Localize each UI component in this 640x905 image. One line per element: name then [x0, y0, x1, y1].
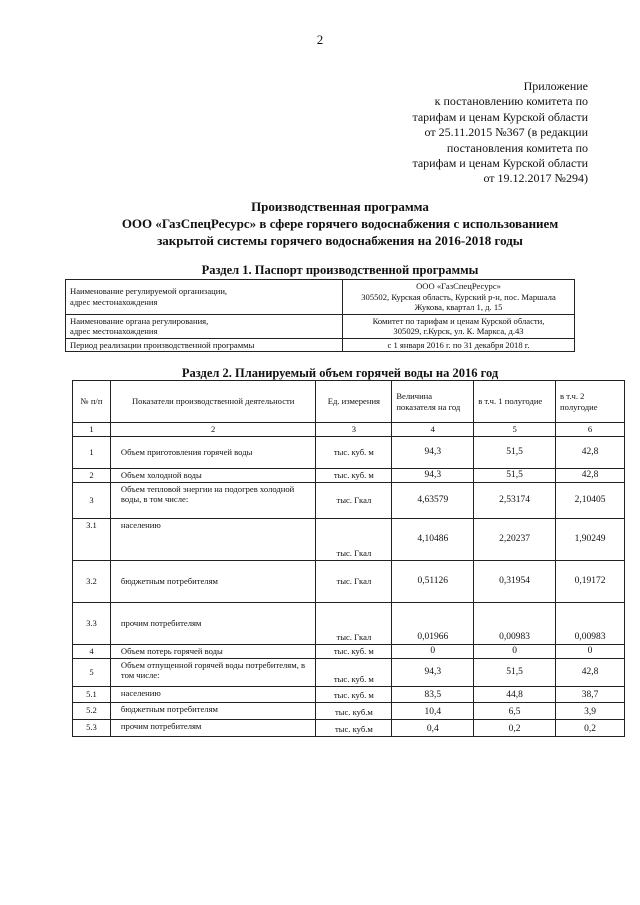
column-number: 6 [556, 423, 625, 437]
row-unit: тыс. куб. м [316, 468, 392, 482]
appendix-line: от 25.11.2015 №367 (в редакции [424, 125, 588, 140]
table-row [73, 702, 625, 719]
passport-label [66, 280, 343, 315]
appendix-line: от 19.12.2017 №294) [483, 171, 588, 186]
row-number: 5.2 [73, 702, 111, 719]
row-name: Объем приготовления горячей воды [110, 436, 316, 468]
row-unit: тыс. куб. м [316, 686, 392, 702]
row-number: 1 [73, 436, 111, 468]
row-unit: тыс. куб. м [316, 436, 392, 468]
row-h2-value: 42,8 [556, 436, 625, 468]
row-name: населению [110, 518, 316, 560]
row-name: Объем тепловой энергии на подогрев холодной воды, в том числе: [110, 482, 316, 518]
row-year-value: 0,01966 [392, 602, 474, 644]
plan-table [72, 380, 625, 737]
table-row [73, 686, 625, 702]
title-line: закрытой системы горячего водоснабжения на 2016-2018 годы [157, 233, 523, 248]
row-unit: тыс. Гкал [316, 602, 392, 644]
appendix-line: тарифам и ценам Курской области [412, 156, 588, 171]
text-line: Комитет по тарифам и ценам Курской области, [372, 315, 545, 326]
title-line: ООО «ГазСпецРесурс» в сфере горячего водоснабжения с использованием [121, 216, 559, 231]
row-h1-value: 0 [474, 644, 556, 658]
row-number: 3.2 [73, 560, 111, 602]
passport-table [65, 279, 575, 352]
table-row [73, 560, 625, 602]
table-row [73, 482, 625, 518]
appendix-line: к постановлению комитета по [434, 94, 588, 109]
row-h2-value: 0,19172 [556, 560, 625, 602]
row-number: 3.1 [73, 518, 111, 560]
text-line: 305029, г.Курск, ул. К. Маркса, д.43 [393, 326, 524, 336]
row-unit: тыс. куб. м [316, 658, 392, 686]
appendix-block [352, 79, 588, 187]
text-line: Жукова, квартал 1, д. 15 [414, 302, 503, 312]
row-year-value: 4,10486 [392, 518, 474, 560]
header-cell: Ед. измерения [316, 381, 392, 423]
row-h1-value: 51,5 [474, 658, 556, 686]
row-name: Объем отпущенной горячей воды потребителям, в том числе: [110, 658, 316, 686]
row-unit: тыс. Гкал [316, 560, 392, 602]
row-year-value: 0,51126 [392, 560, 474, 602]
row-number: 5 [73, 658, 111, 686]
row-h1-value: 0,31954 [474, 560, 556, 602]
table-row [66, 314, 575, 338]
text-line: Период реализации производственной программы [70, 339, 255, 350]
row-year-value: 94,3 [392, 468, 474, 482]
row-name: прочим потребителям [110, 602, 316, 644]
table-row [73, 658, 625, 686]
row-h1-value: 2,53174 [474, 482, 556, 518]
column-number: 1 [73, 423, 111, 437]
row-number: 4 [73, 644, 111, 658]
table-row [73, 436, 625, 468]
row-h1-value: 44,8 [474, 686, 556, 702]
row-h2-value: 42,8 [556, 468, 625, 482]
table-row [66, 280, 575, 315]
text-line: адрес местонахождения [70, 296, 158, 307]
row-h2-value: 0 [556, 644, 625, 658]
row-name: населению [110, 686, 316, 702]
header-cell: Показатели производственной деятельности [110, 381, 316, 423]
text-line: с 1 января 2016 г. по 31 декабря 2018 г. [387, 339, 530, 350]
row-year-value: 4,63579 [392, 482, 474, 518]
header-cell: № п/п [73, 381, 111, 423]
row-h1-value: 51,5 [474, 436, 556, 468]
row-h2-value: 0,00983 [556, 602, 625, 644]
row-unit: тыс. куб.м [316, 719, 392, 736]
table-header-row [73, 381, 625, 423]
document-title [60, 198, 620, 249]
text-line: Наименование органа регулирования, [70, 315, 209, 326]
header-cell: в т.ч. 1 полугодие [474, 381, 556, 423]
table-row [73, 719, 625, 736]
table-row [73, 644, 625, 658]
row-number: 5.1 [73, 686, 111, 702]
row-unit: тыс. куб. м [316, 644, 392, 658]
passport-label [66, 314, 343, 338]
table-row [73, 602, 625, 644]
row-name: Объем холодной воды [110, 468, 316, 482]
row-name: Объем потерь горячей воды [110, 644, 316, 658]
row-year-value: 94,3 [392, 436, 474, 468]
row-name: бюджетным потребителям [110, 702, 316, 719]
row-year-value: 83,5 [392, 686, 474, 702]
passport-label [66, 338, 343, 352]
column-number-row [73, 423, 625, 437]
row-year-value: 10,4 [392, 702, 474, 719]
row-h1-value: 6,5 [474, 702, 556, 719]
row-year-value: 0 [392, 644, 474, 658]
passport-value [343, 338, 575, 352]
row-unit: тыс. Гкал [316, 482, 392, 518]
text-line: 305502, Курская область, Курский р-н, пос. Маршала [361, 291, 556, 302]
column-number: 2 [110, 423, 316, 437]
text-line: Наименование регулируемой организации, [70, 286, 228, 297]
header-cell: в т.ч. 2 полугодие [556, 381, 625, 423]
row-h1-value: 2,20237 [474, 518, 556, 560]
row-number: 5.3 [73, 719, 111, 736]
row-year-value: 94,3 [392, 658, 474, 686]
row-unit: тыс. Гкал [316, 518, 392, 560]
row-name: прочим потребителям [110, 719, 316, 736]
row-h1-value: 0,2 [474, 719, 556, 736]
row-h2-value: 3,9 [556, 702, 625, 719]
row-name: бюджетным потребителям [110, 560, 316, 602]
title-line: Производственная программа [251, 199, 429, 214]
row-unit: тыс. куб.м [316, 702, 392, 719]
passport-value [343, 314, 575, 338]
table-row [66, 338, 575, 352]
column-number: 5 [474, 423, 556, 437]
text-line: ООО «ГазСпецРесурс» [416, 281, 501, 291]
row-year-value: 0,4 [392, 719, 474, 736]
row-h2-value: 1,90249 [556, 518, 625, 560]
row-h1-value: 0,00983 [474, 602, 556, 644]
appendix-line: Приложение [523, 79, 588, 93]
row-h2-value: 0,2 [556, 719, 625, 736]
column-number: 3 [316, 423, 392, 437]
text-line: адрес местонахождения [70, 326, 158, 336]
section1-title: Раздел 1. Паспорт производственной программы [201, 263, 479, 277]
section2-title: Раздел 2. Планируемый объем горячей воды на 2016 год [181, 366, 499, 380]
row-h2-value: 2,10405 [556, 482, 625, 518]
appendix-line: постановления комитета по [446, 140, 588, 155]
row-number: 2 [73, 468, 111, 482]
page-number: 2 [316, 32, 324, 47]
column-number: 4 [392, 423, 474, 437]
row-h2-value: 38,7 [556, 686, 625, 702]
appendix-line: тарифам и ценам Курской области [412, 109, 588, 124]
passport-value [343, 280, 575, 315]
row-h2-value: 42,8 [556, 658, 625, 686]
table-row [73, 518, 625, 560]
table-row [73, 468, 625, 482]
header-cell: Величина показателя на год [392, 381, 474, 423]
row-number: 3 [73, 482, 111, 518]
row-h1-value: 51,5 [474, 468, 556, 482]
row-number: 3.3 [73, 602, 111, 644]
